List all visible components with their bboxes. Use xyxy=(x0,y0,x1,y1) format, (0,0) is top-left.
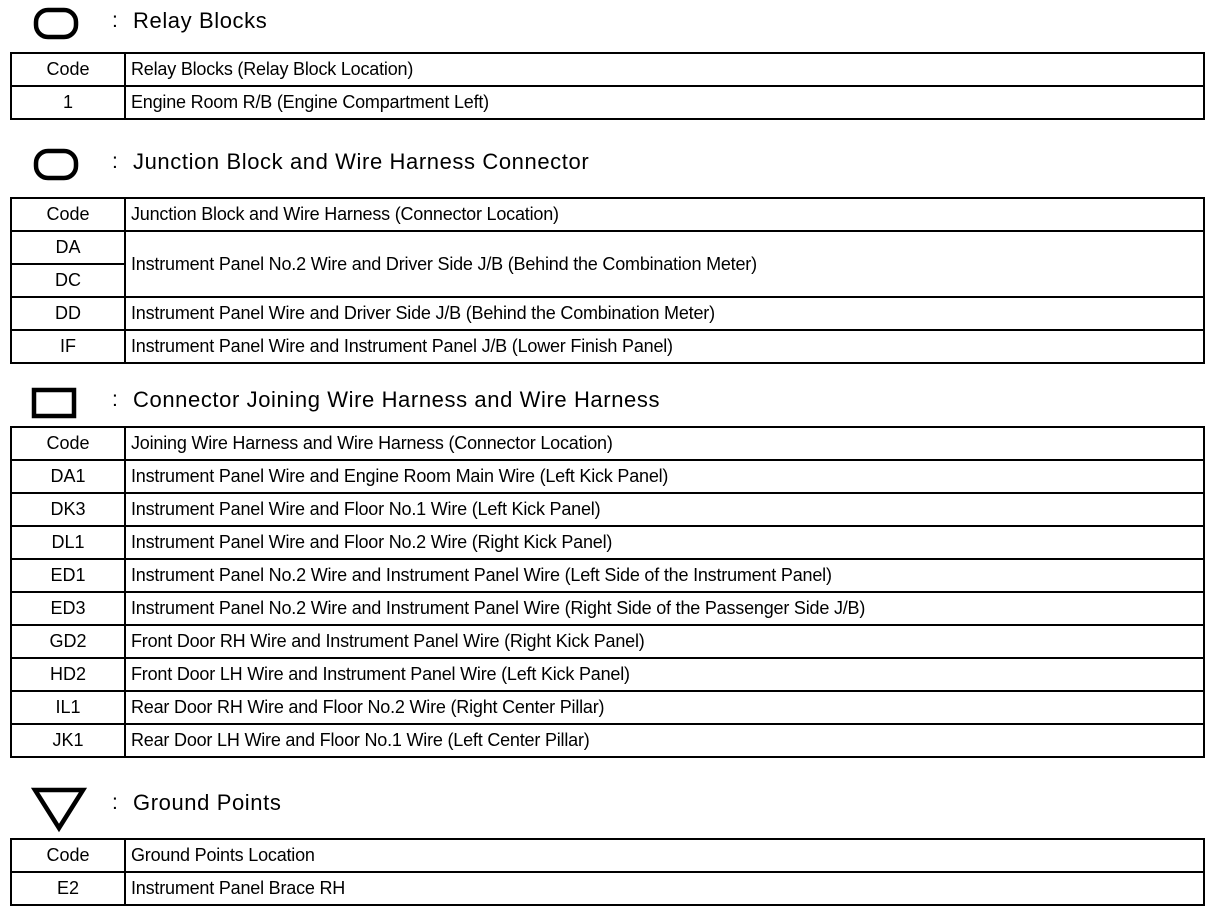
table-row xyxy=(11,724,1204,757)
code-cell: DA1 xyxy=(11,460,125,493)
connector-joining-header xyxy=(0,383,1216,417)
table-row xyxy=(11,559,1204,592)
code-cell: IF xyxy=(11,330,125,363)
table-row xyxy=(11,86,1204,119)
code-cell: DL1 xyxy=(11,526,125,559)
location-cell: Instrument Panel Wire and Floor No.1 Wire (Left Kick Panel) xyxy=(125,493,1204,526)
ground-points-table xyxy=(10,838,1205,906)
code-cell: DD xyxy=(11,297,125,330)
separator: : xyxy=(112,388,118,411)
location-cell: Rear Door RH Wire and Floor No.2 Wire (Right Center Pillar) xyxy=(125,691,1204,724)
rounded-rect-icon xyxy=(33,147,79,181)
code-cell: IL1 xyxy=(11,691,125,724)
location-cell: Instrument Panel No.2 Wire and Driver Side J/B (Behind the Combination Meter) xyxy=(125,231,1204,297)
code-cell: 1 xyxy=(11,86,125,119)
relay-blocks-header xyxy=(0,4,1216,38)
triangle-down-icon xyxy=(31,786,87,834)
code-cell: DC xyxy=(11,264,125,297)
code-cell: DK3 xyxy=(11,493,125,526)
section-title: Ground Points xyxy=(133,790,282,815)
code-header: Code xyxy=(11,839,125,872)
section-title: Connector Joining Wire Harness and Wire Harness xyxy=(133,387,661,412)
code-cell: DA xyxy=(11,231,125,264)
separator: : xyxy=(112,791,118,814)
separator: : xyxy=(112,150,118,173)
location-cell: Instrument Panel Wire and Floor No.2 Wire (Right Kick Panel) xyxy=(125,526,1204,559)
rectangle-icon xyxy=(31,386,77,420)
table-row xyxy=(11,493,1204,526)
relay-blocks-table xyxy=(10,52,1205,120)
table-row xyxy=(11,330,1204,363)
code-header: Code xyxy=(11,198,125,231)
table-row xyxy=(11,592,1204,625)
table-header-row xyxy=(11,839,1204,872)
separator: : xyxy=(112,9,118,32)
table-row xyxy=(11,526,1204,559)
location-cell: Front Door RH Wire and Instrument Panel Wire (Right Kick Panel) xyxy=(125,625,1204,658)
code-cell: E2 xyxy=(11,872,125,905)
junction-block-header xyxy=(0,145,1216,179)
location-header: Relay Blocks (Relay Block Location) xyxy=(125,53,1204,86)
table-row xyxy=(11,231,1204,264)
location-cell: Instrument Panel Wire and Instrument Panel J/B (Lower Finish Panel) xyxy=(125,330,1204,363)
connector-joining-table xyxy=(10,426,1205,758)
table-row xyxy=(11,460,1204,493)
location-cell: Instrument Panel Wire and Engine Room Main Wire (Left Kick Panel) xyxy=(125,460,1204,493)
table-row xyxy=(11,625,1204,658)
code-header: Code xyxy=(11,53,125,86)
location-cell: Engine Room R/B (Engine Compartment Left) xyxy=(125,86,1204,119)
table-row xyxy=(11,691,1204,724)
location-header: Ground Points Location xyxy=(125,839,1204,872)
table-header-row xyxy=(11,427,1204,460)
table-row xyxy=(11,872,1204,905)
section-title: Relay Blocks xyxy=(133,8,268,33)
code-cell: ED3 xyxy=(11,592,125,625)
location-cell: Front Door LH Wire and Instrument Panel Wire (Left Kick Panel) xyxy=(125,658,1204,691)
table-header-row xyxy=(11,53,1204,86)
code-cell: ED1 xyxy=(11,559,125,592)
location-cell: Rear Door LH Wire and Floor No.1 Wire (Left Center Pillar) xyxy=(125,724,1204,757)
ground-points-header xyxy=(0,786,1216,820)
location-header: Junction Block and Wire Harness (Connector Location) xyxy=(125,198,1204,231)
table-header-row xyxy=(11,198,1204,231)
code-cell: JK1 xyxy=(11,724,125,757)
table-row xyxy=(11,658,1204,691)
location-header: Joining Wire Harness and Wire Harness (Connector Location) xyxy=(125,427,1204,460)
table-row xyxy=(11,297,1204,330)
code-cell: HD2 xyxy=(11,658,125,691)
junction-block-table xyxy=(10,197,1205,364)
location-cell: Instrument Panel Wire and Driver Side J/B (Behind the Combination Meter) xyxy=(125,297,1204,330)
location-cell: Instrument Panel No.2 Wire and Instrument Panel Wire (Right Side of the Passenger Side J/B) xyxy=(125,592,1204,625)
location-cell: Instrument Panel Brace RH xyxy=(125,872,1204,905)
code-cell: GD2 xyxy=(11,625,125,658)
section-title: Junction Block and Wire Harness Connector xyxy=(133,149,590,174)
rounded-rect-icon xyxy=(33,6,79,40)
code-header: Code xyxy=(11,427,125,460)
location-cell: Instrument Panel No.2 Wire and Instrument Panel Wire (Left Side of the Instrument Panel) xyxy=(125,559,1204,592)
